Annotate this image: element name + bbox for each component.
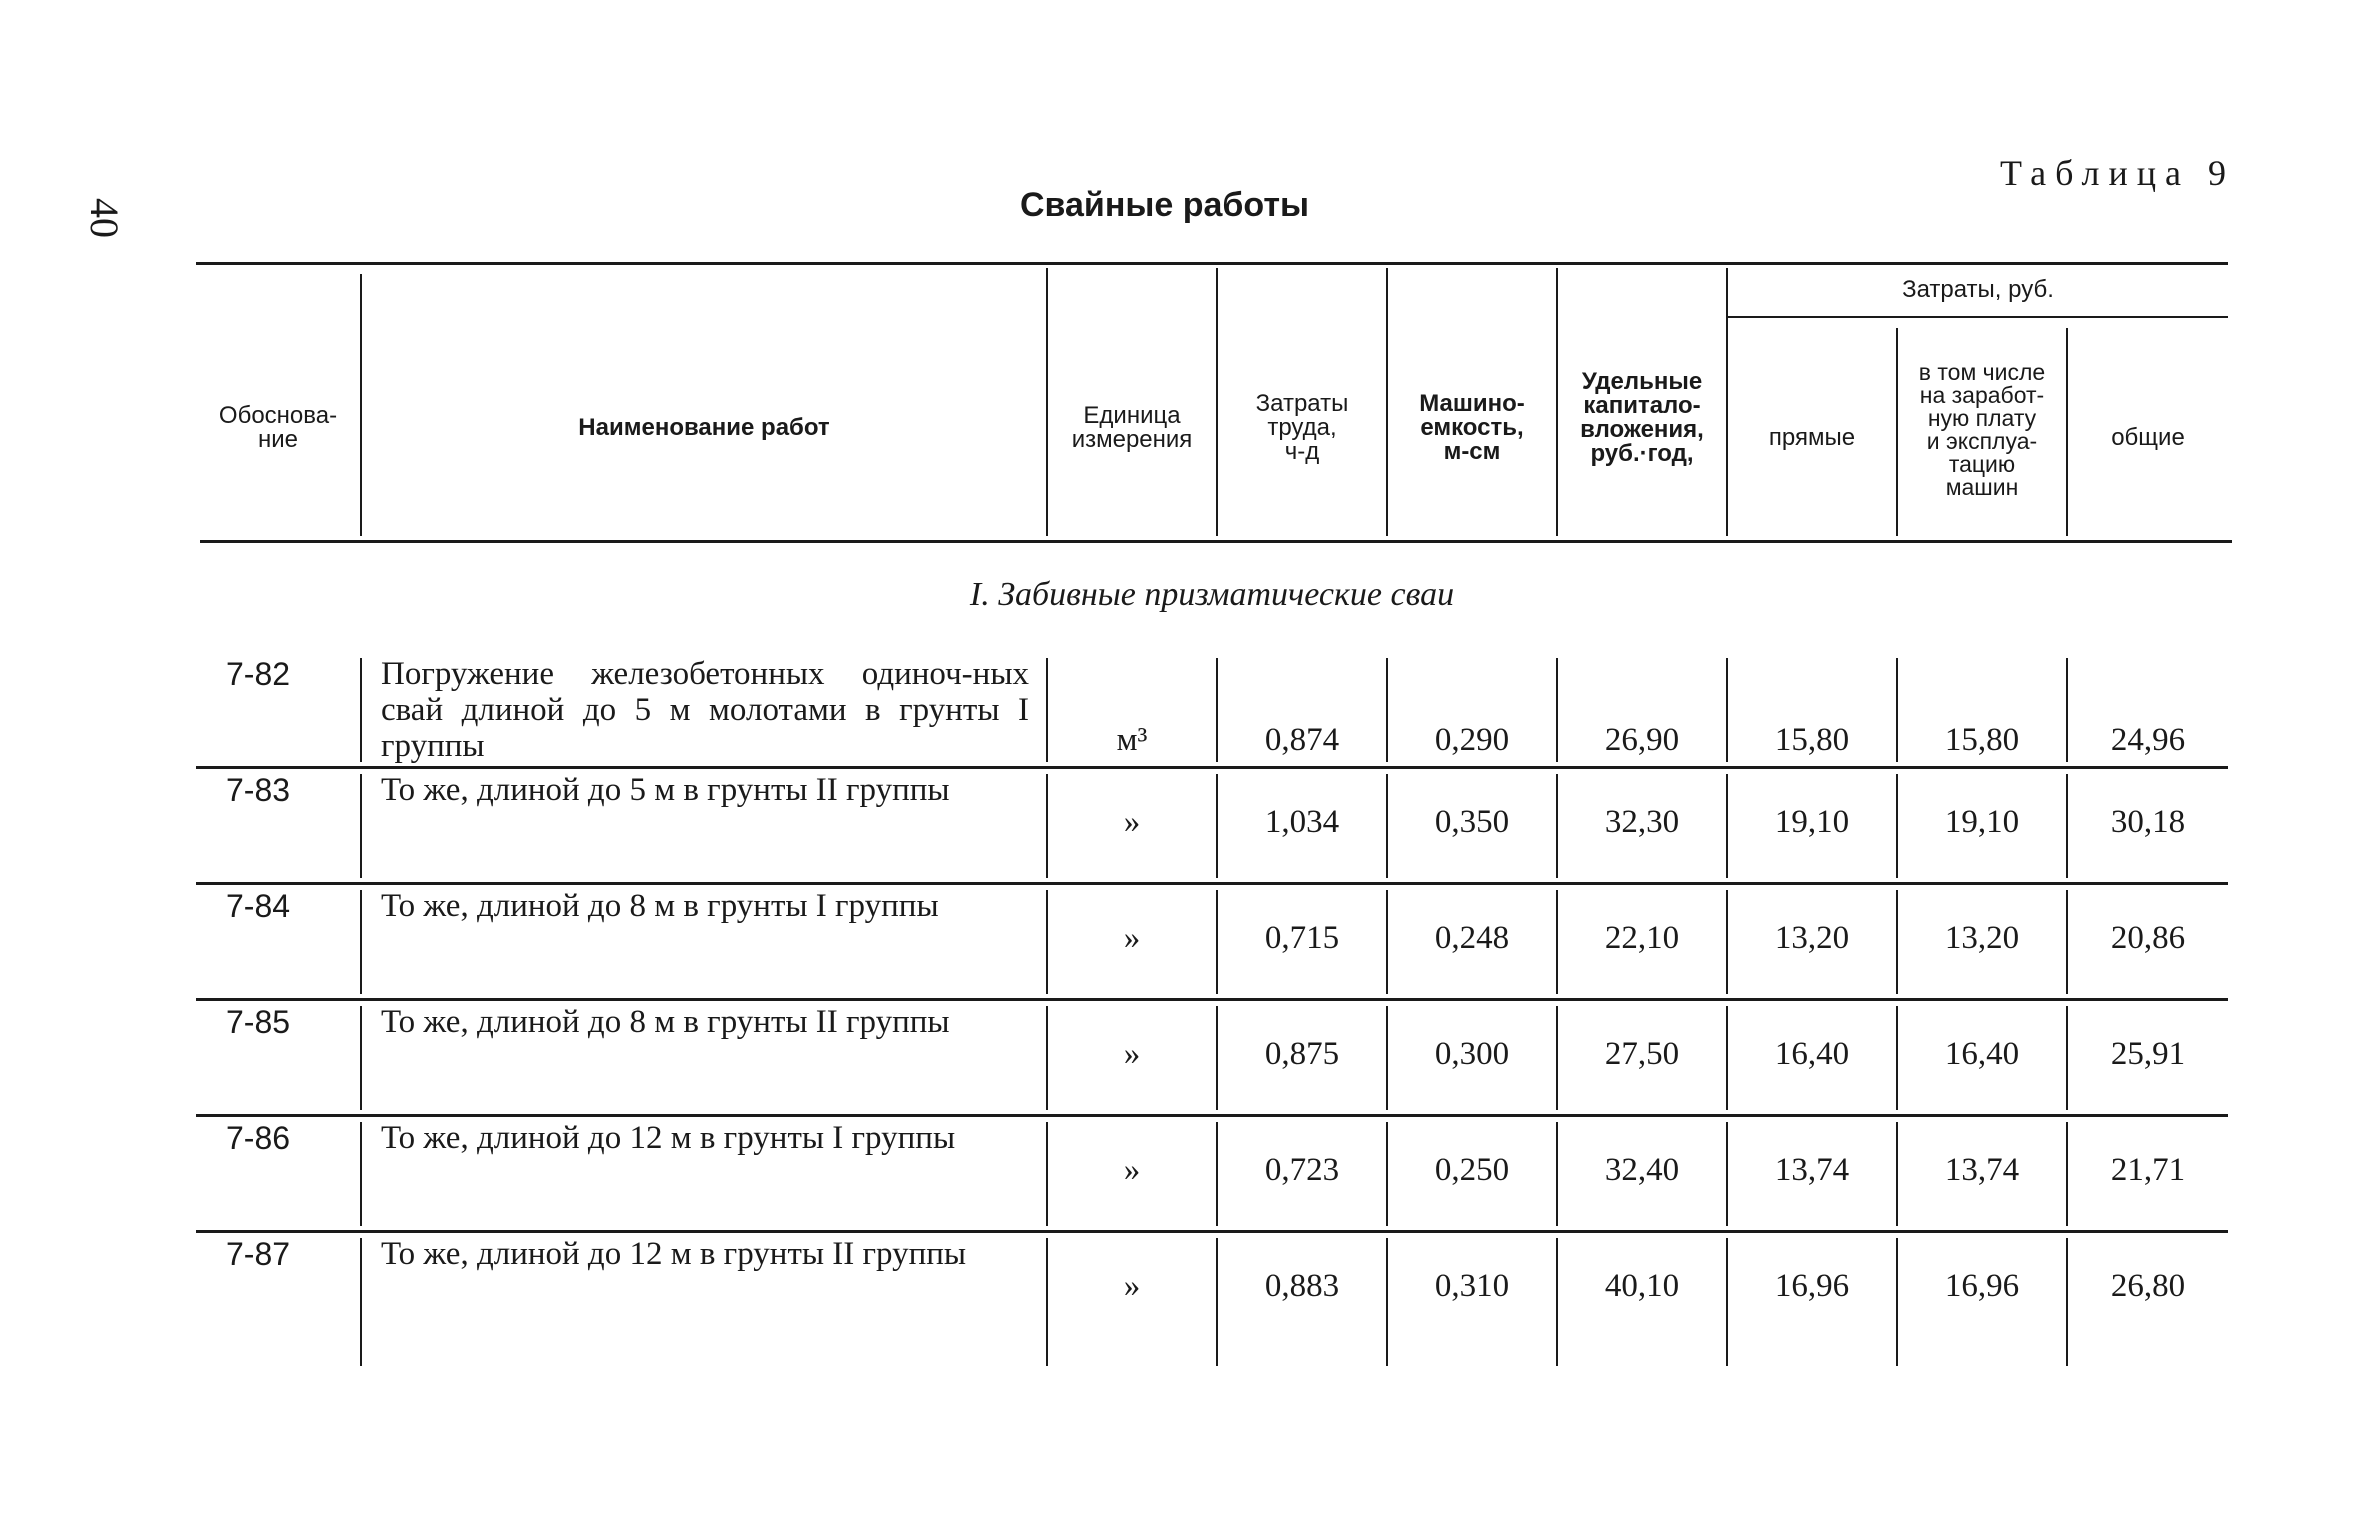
row-divider bbox=[1046, 890, 1048, 994]
table-row bbox=[196, 1232, 2228, 1372]
row-divider bbox=[1556, 774, 1558, 878]
row-divider bbox=[1896, 658, 1898, 762]
table-row bbox=[196, 1116, 2228, 1232]
row-divider bbox=[2066, 658, 2068, 762]
row-machine: 0,250 bbox=[1434, 1152, 1510, 1188]
row-divider bbox=[2066, 774, 2068, 878]
row-divider bbox=[2066, 1238, 2068, 1366]
row-divider bbox=[1896, 774, 1898, 878]
row-capital: 27,50 bbox=[1604, 1036, 1680, 1072]
row-labor: 0,883 bbox=[1264, 1268, 1340, 1304]
row-code: 7-83 bbox=[226, 772, 291, 808]
row-unit: » bbox=[1123, 1268, 1141, 1304]
table-row bbox=[196, 884, 2228, 1000]
page-title: Свайные работы bbox=[1020, 186, 1310, 224]
row-code: 7-86 bbox=[226, 1120, 291, 1156]
table-row bbox=[196, 652, 2228, 768]
row-unit: » bbox=[1123, 804, 1141, 840]
row-incl: 13,20 bbox=[1944, 920, 2020, 956]
row-work-name: То же, длиной до 8 м в грунты II группы bbox=[381, 1004, 950, 1040]
page-number: 40 bbox=[82, 198, 127, 238]
row-divider bbox=[1386, 658, 1388, 762]
row-divider bbox=[1896, 1122, 1898, 1226]
row-total: 21,71 bbox=[2110, 1152, 2186, 1188]
row-divider bbox=[1896, 1006, 1898, 1110]
section-title: I. Забивные призматические сваи bbox=[969, 576, 1455, 613]
row-divider bbox=[1726, 890, 1728, 994]
row-divider bbox=[1216, 890, 1218, 994]
costs-group-rule bbox=[1728, 316, 2228, 318]
header-direct: прямые bbox=[1768, 424, 1856, 451]
row-divider bbox=[360, 1006, 362, 1110]
row-machine: 0,310 bbox=[1434, 1268, 1510, 1304]
row-direct: 16,40 bbox=[1774, 1036, 1850, 1072]
row-divider bbox=[1726, 1006, 1728, 1110]
row-unit: » bbox=[1123, 1152, 1141, 1188]
row-divider bbox=[1216, 1006, 1218, 1110]
row-direct: 15,80 bbox=[1774, 722, 1850, 758]
row-total: 20,86 bbox=[2110, 920, 2186, 956]
row-capital: 26,90 bbox=[1604, 722, 1680, 758]
row-divider bbox=[1556, 658, 1558, 762]
row-unit: » bbox=[1123, 920, 1141, 956]
header-costs-group: Затраты, руб. bbox=[1902, 276, 2054, 303]
row-labor: 0,723 bbox=[1264, 1152, 1340, 1188]
row-incl: 16,40 bbox=[1944, 1036, 2020, 1072]
row-work-name: Погружение железобетонных одиноч-ных свай длиной до 5 м молотами в грунты I группы bbox=[381, 656, 1029, 764]
row-divider bbox=[1046, 774, 1048, 878]
row-divider bbox=[2066, 1122, 2068, 1226]
row-direct: 13,20 bbox=[1774, 920, 1850, 956]
row-labor: 0,875 bbox=[1264, 1036, 1340, 1072]
row-divider bbox=[360, 1122, 362, 1226]
row-divider bbox=[2066, 890, 2068, 994]
header-justification: Обоснова- ние bbox=[218, 402, 338, 453]
row-labor: 0,715 bbox=[1264, 920, 1340, 956]
row-code: 7-87 bbox=[226, 1236, 291, 1272]
row-total: 25,91 bbox=[2110, 1036, 2186, 1072]
row-divider bbox=[1386, 1238, 1388, 1366]
table-label: Таблица 9 bbox=[2000, 153, 2235, 193]
row-divider bbox=[1556, 1238, 1558, 1366]
row-divider bbox=[1556, 890, 1558, 994]
row-divider bbox=[1386, 890, 1388, 994]
row-machine: 0,350 bbox=[1434, 804, 1510, 840]
row-labor: 0,874 bbox=[1264, 722, 1340, 758]
row-divider bbox=[1216, 774, 1218, 878]
header-work-name: Наименование работ bbox=[578, 414, 830, 441]
row-divider bbox=[1046, 658, 1048, 762]
row-machine: 0,290 bbox=[1434, 722, 1510, 758]
row-incl: 13,74 bbox=[1944, 1152, 2020, 1188]
row-machine: 0,248 bbox=[1434, 920, 1510, 956]
header-capital: Удельные капитало- вложения, руб.·год, bbox=[1580, 368, 1704, 467]
table-row bbox=[196, 1000, 2228, 1116]
row-divider bbox=[1386, 1006, 1388, 1110]
row-divider bbox=[1046, 1122, 1048, 1226]
row-divider bbox=[360, 658, 362, 762]
row-capital: 32,30 bbox=[1604, 804, 1680, 840]
row-incl: 16,96 bbox=[1944, 1268, 2020, 1304]
row-divider bbox=[1726, 774, 1728, 878]
row-code: 7-85 bbox=[226, 1004, 291, 1040]
table-row bbox=[196, 768, 2228, 884]
row-divider bbox=[1726, 1122, 1728, 1226]
row-unit: » bbox=[1123, 1036, 1141, 1072]
row-direct: 19,10 bbox=[1774, 804, 1850, 840]
row-labor: 1,034 bbox=[1264, 804, 1340, 840]
row-incl: 15,80 bbox=[1944, 722, 2020, 758]
row-divider bbox=[1896, 1238, 1898, 1366]
row-divider bbox=[1726, 658, 1728, 762]
header-unit: Единица измерения bbox=[1071, 402, 1193, 453]
row-unit: м³ bbox=[1116, 722, 1148, 758]
header-incl-wages: в том числе на заработ- ную плату и эксплуа- тацию машин bbox=[1918, 359, 2046, 500]
header-total: общие bbox=[2111, 424, 2185, 451]
row-divider bbox=[360, 890, 362, 994]
row-divider bbox=[1556, 1122, 1558, 1226]
row-work-name: То же, длиной до 5 м в грунты II группы bbox=[381, 772, 950, 808]
row-work-name: То же, длиной до 12 м в грунты I группы bbox=[381, 1120, 956, 1156]
header-bottom-rule bbox=[200, 540, 2232, 543]
row-work-name: То же, длиной до 12 м в грунты II группы bbox=[381, 1236, 967, 1272]
header-labor: Затраты труда, ч-д bbox=[1255, 390, 1349, 465]
row-machine: 0,300 bbox=[1434, 1036, 1510, 1072]
row-divider bbox=[1386, 1122, 1388, 1226]
header-top-rule bbox=[196, 262, 2228, 265]
row-capital: 32,40 bbox=[1604, 1152, 1680, 1188]
row-divider bbox=[360, 774, 362, 878]
row-divider bbox=[1216, 1238, 1218, 1366]
row-divider bbox=[1896, 890, 1898, 994]
row-code: 7-84 bbox=[226, 888, 291, 924]
row-divider bbox=[2066, 1006, 2068, 1110]
row-work-name: То же, длиной до 8 м в грунты I группы bbox=[381, 888, 939, 924]
row-total: 26,80 bbox=[2110, 1268, 2186, 1304]
row-divider bbox=[1216, 658, 1218, 762]
row-capital: 22,10 bbox=[1604, 920, 1680, 956]
row-direct: 13,74 bbox=[1774, 1152, 1850, 1188]
row-divider bbox=[1046, 1238, 1048, 1366]
row-divider bbox=[360, 1238, 362, 1366]
row-divider bbox=[1046, 1006, 1048, 1110]
row-divider bbox=[1386, 774, 1388, 878]
row-capital: 40,10 bbox=[1604, 1268, 1680, 1304]
row-code: 7-82 bbox=[226, 656, 291, 692]
row-incl: 19,10 bbox=[1944, 804, 2020, 840]
row-divider bbox=[1556, 1006, 1558, 1110]
row-direct: 16,96 bbox=[1774, 1268, 1850, 1304]
header-machine: Машино- емкость, м-см bbox=[1419, 390, 1525, 465]
row-divider bbox=[1216, 1122, 1218, 1226]
row-total: 24,96 bbox=[2110, 722, 2186, 758]
row-total: 30,18 bbox=[2110, 804, 2186, 840]
row-divider bbox=[1726, 1238, 1728, 1366]
